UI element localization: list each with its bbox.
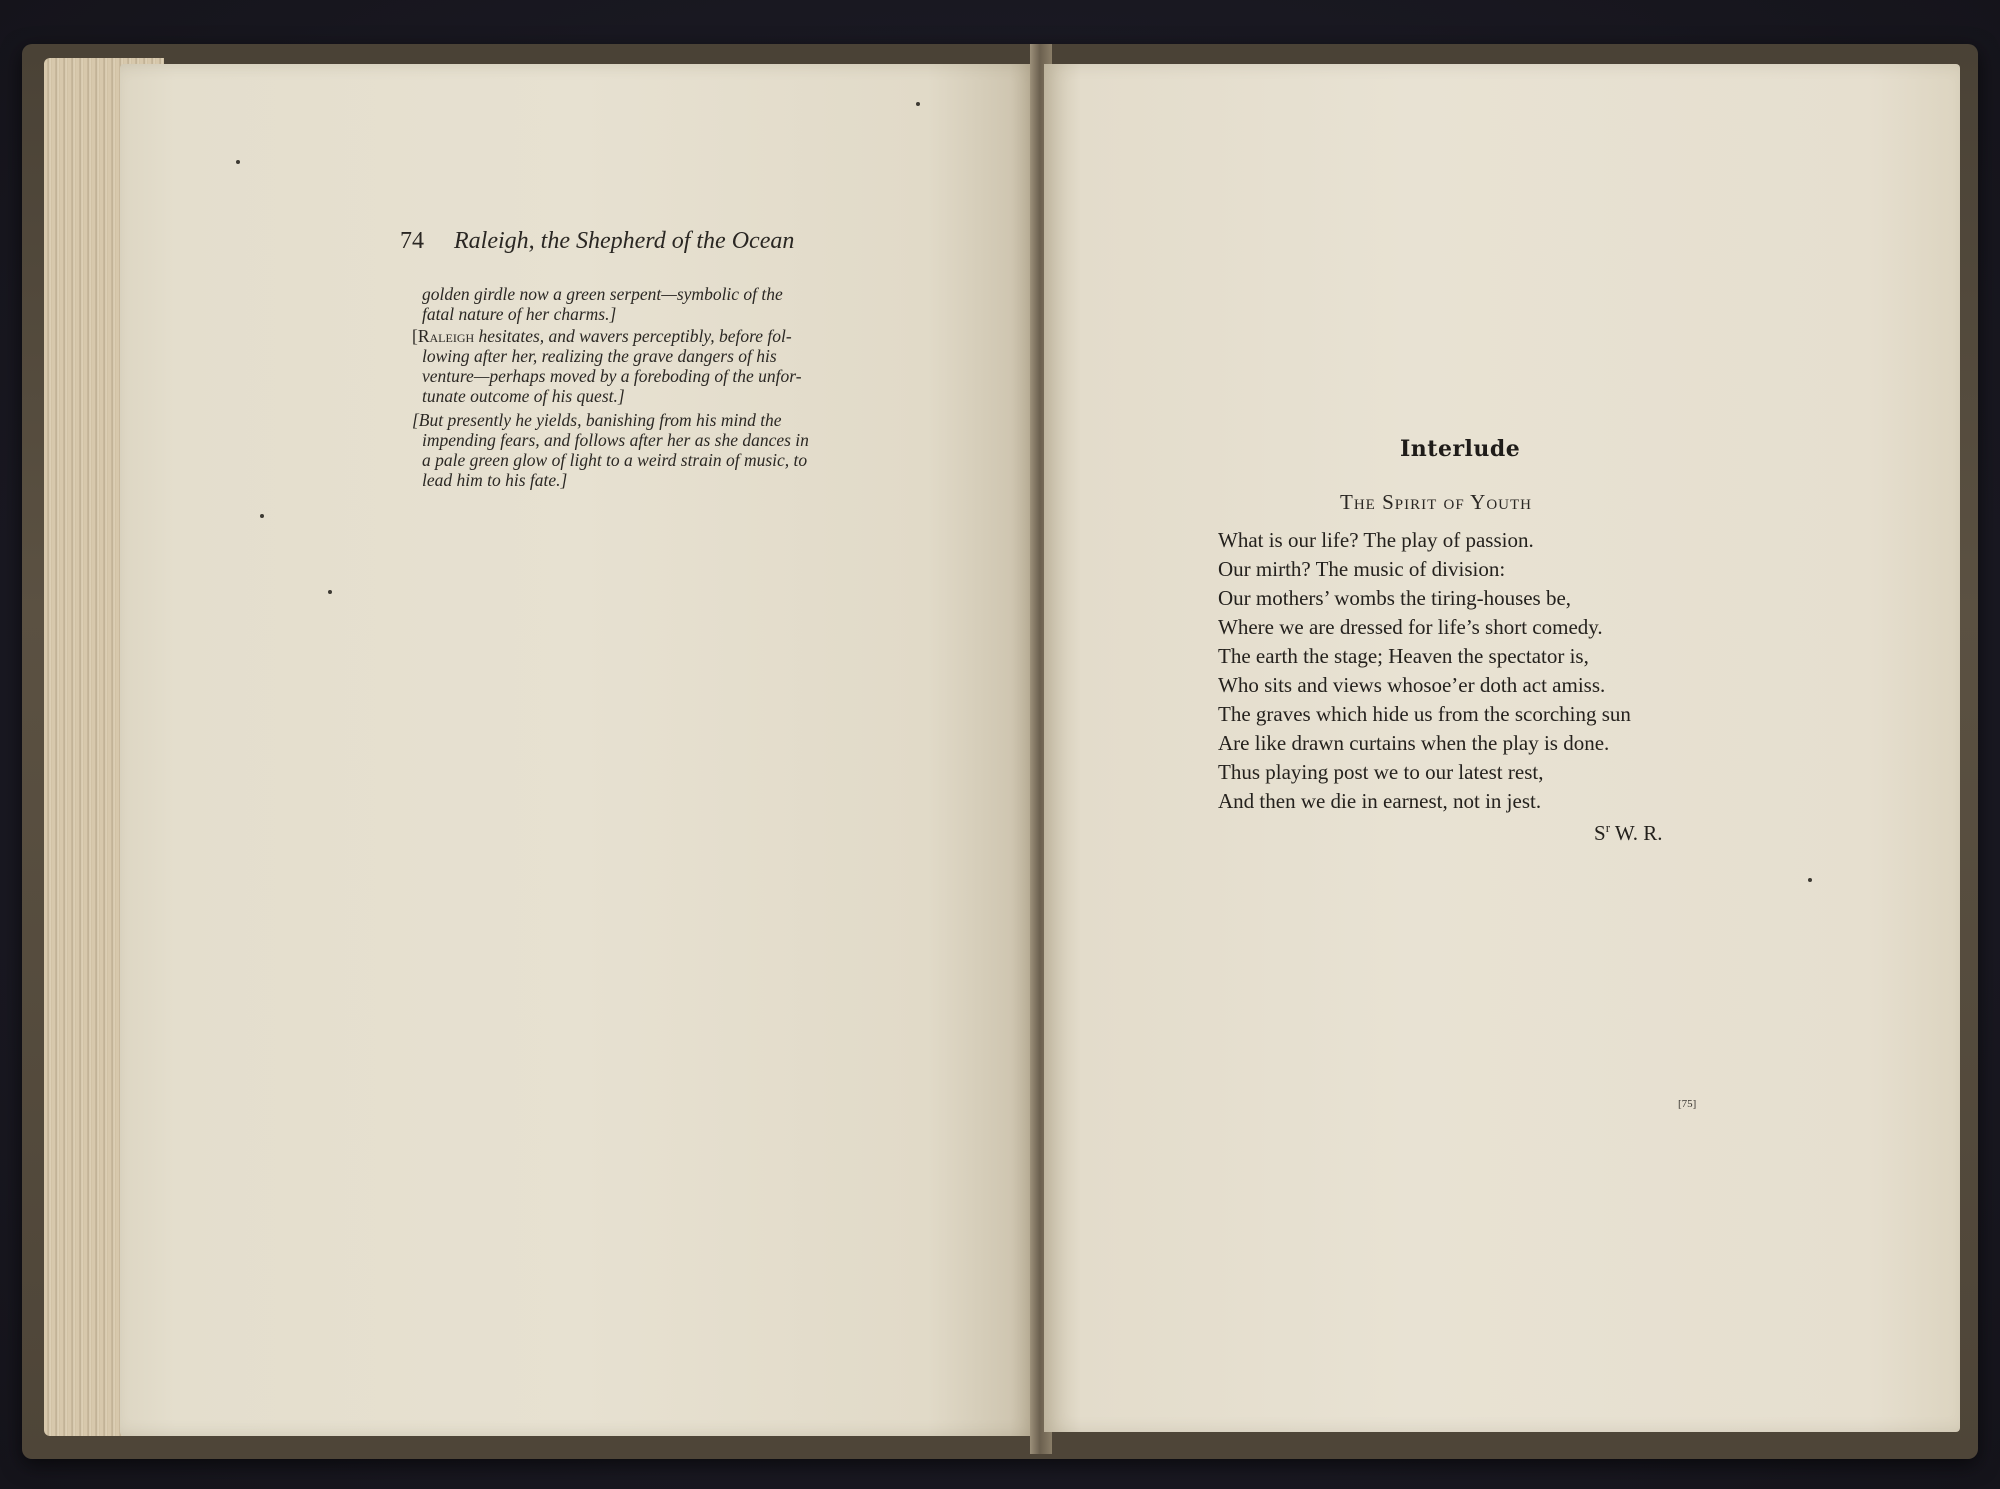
poem-line: Are like drawn curtains when the play is done. xyxy=(1218,731,1610,755)
page-number-left: 74 xyxy=(400,228,424,254)
poem-line: The earth the stage; Heaven the spectator is, xyxy=(1218,644,1589,668)
text-line: lowing after her, realizing the grave dangers of his xyxy=(422,346,777,366)
poem-line: And then we die in earnest, not in jest. xyxy=(1218,789,1542,813)
poem-line: Our mirth? The music of division: xyxy=(1218,557,1506,581)
text-line: fatal nature of her charms.] xyxy=(422,304,617,324)
text-line: golden girdle now a green serpent—symbolic of the xyxy=(422,284,783,304)
text-line: [Raleigh hesitates, and wavers perceptibly, before fol- xyxy=(412,326,792,346)
text-line: lead him to his fate.] xyxy=(422,470,568,490)
text-line: [But presently he yields, banishing from his mind the xyxy=(412,410,782,430)
stage-direction-3 xyxy=(412,410,918,490)
text-line: venture—perhaps moved by a foreboding of the unfor- xyxy=(422,366,802,386)
character-name: Raleigh xyxy=(417,326,475,346)
text-line: tunate outcome of his quest.] xyxy=(422,386,625,406)
running-head xyxy=(400,228,794,255)
running-title: Raleigh, the Shepherd of the Ocean xyxy=(454,228,795,254)
stage-direction-2 xyxy=(412,326,918,406)
paper-speck xyxy=(328,590,332,594)
poem-line: Who sits and views whosoe’er doth act amiss. xyxy=(1218,673,1606,697)
poem-line: Where we are dressed for life’s short comedy. xyxy=(1218,615,1603,639)
poem-signature: $S^r$ W. R. xyxy=(1594,820,1663,845)
paper-speck xyxy=(260,514,264,518)
paper-speck xyxy=(916,102,920,106)
poem-body xyxy=(1218,526,1718,816)
poem-line: Our mothers’ wombs the tiring-houses be, xyxy=(1218,586,1572,610)
paper-speck xyxy=(236,160,240,164)
poem-line: Thus playing post we to our latest rest, xyxy=(1218,760,1544,784)
poem-title: The Spirit of Youth xyxy=(1340,490,1532,514)
poem-line: The graves which hide us from the scorching sun xyxy=(1218,702,1631,726)
section-heading: Interlude xyxy=(1400,436,1521,462)
paper-speck xyxy=(1808,878,1812,882)
poem-line: What is our life? The play of passion. xyxy=(1218,528,1534,552)
text-line: a pale green glow of light to a weird strain of music, to xyxy=(422,450,808,470)
page-number-right: [75] xyxy=(1678,1098,1697,1110)
left-page xyxy=(120,64,1038,1436)
stage-direction-1 xyxy=(422,284,918,324)
text-line: impending fears, and follows after her as she dances in xyxy=(422,430,809,450)
